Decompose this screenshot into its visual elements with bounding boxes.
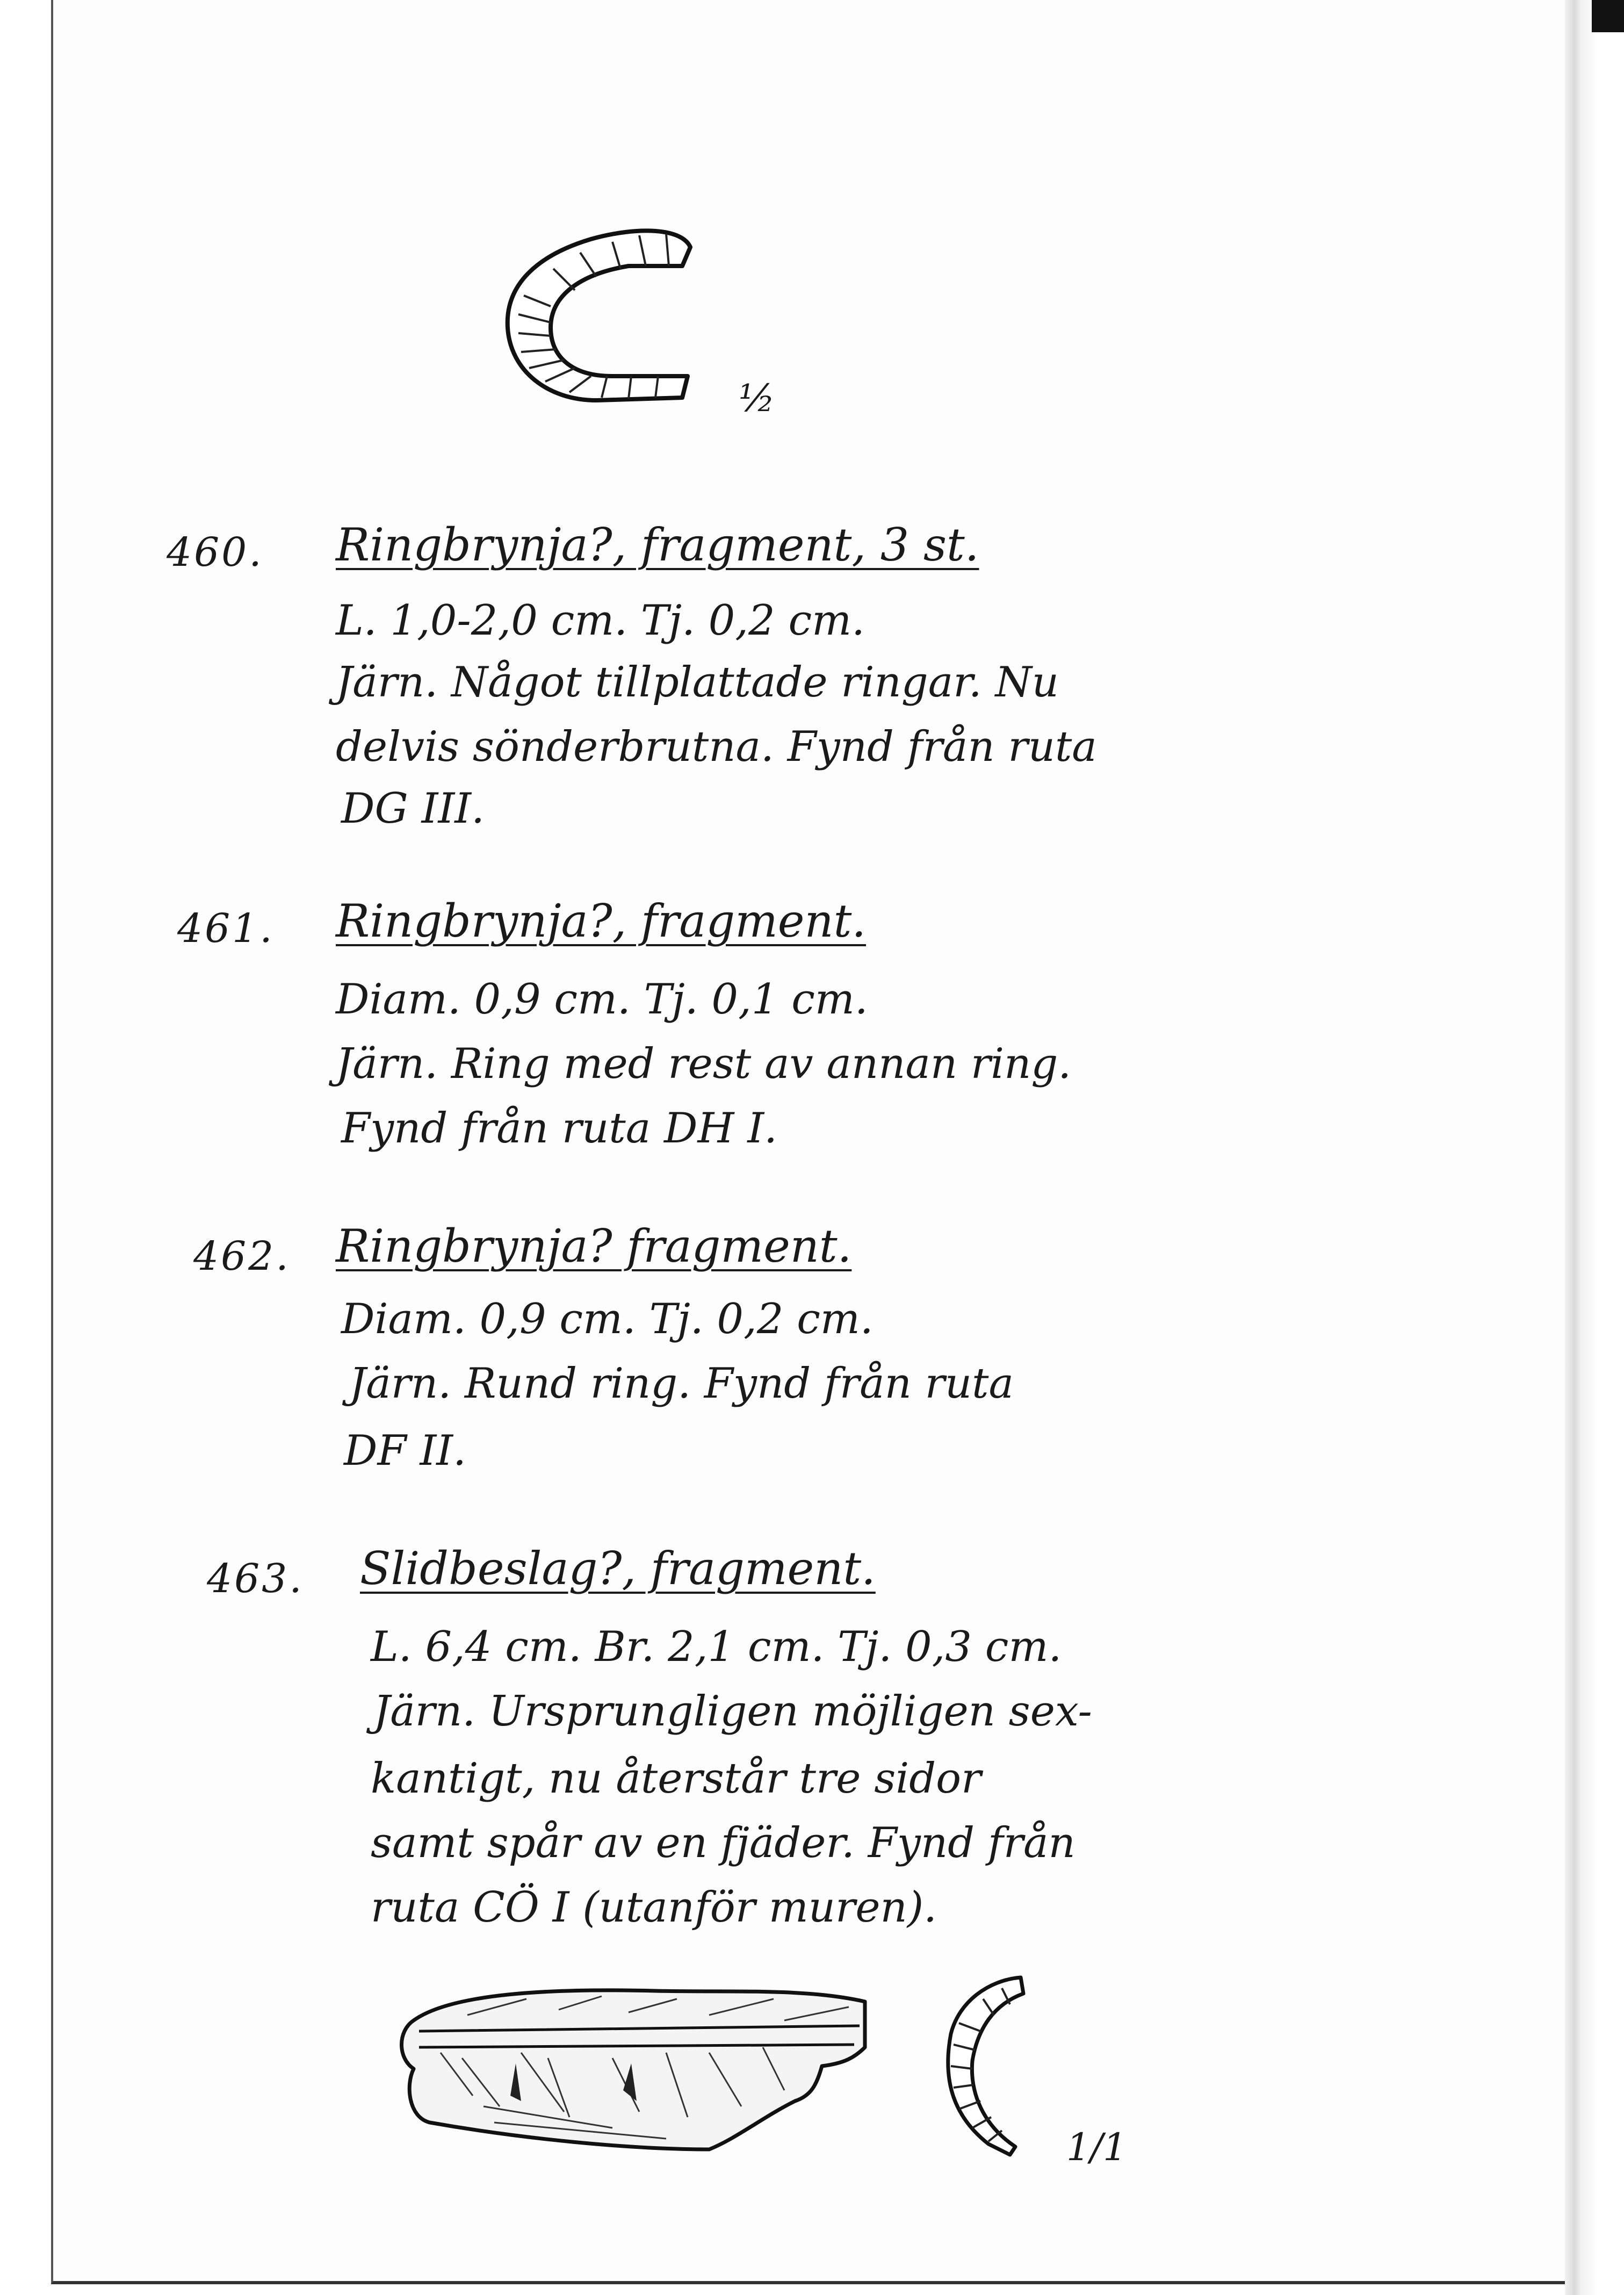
entry-line: Diam. 0,9 cm. Tj. 0,1 cm. [336, 975, 868, 1024]
entry-line: L. 6,4 cm. Br. 2,1 cm. Tj. 0,3 cm. [371, 1623, 1062, 1671]
entry-line: ruta CÖ I (utanför muren). [371, 1883, 937, 1932]
entry-line: DF II. [344, 1427, 466, 1475]
entry-line: Järn. Ursprungligen möjligen sex- [373, 1687, 1092, 1736]
entry-line: L. 1,0-2,0 cm. Tj. 0,2 cm. [336, 596, 865, 645]
entry-line: Fynd från ruta DH I. [341, 1104, 777, 1153]
ring-profile-drawing [929, 1969, 1037, 2163]
entry-line: Järn. Något tillplattade ringar. Nu [336, 658, 1059, 707]
entry-line: samt spår av en fjäder. Fynd från [371, 1819, 1076, 1867]
entry-number: 462. [193, 1233, 291, 1279]
entry-number: 460. [167, 529, 264, 575]
entry-line: Järn. Ring med rest av annan ring. [336, 1040, 1072, 1088]
ring-fragment-drawing [505, 215, 709, 414]
entry-number: 463. [207, 1556, 304, 1602]
top-figure-scale: ½ [739, 376, 775, 420]
binding-corner [1592, 0, 1624, 32]
entry-line: kantigt, nu återstår tre sidor [371, 1754, 981, 1803]
entry-title: Ringbrynja? fragment. [336, 1220, 852, 1272]
bottom-figure-scale: 1/1 [1066, 2125, 1127, 2169]
entry-number: 461. [177, 905, 275, 952]
entry-line: Järn. Rund ring. Fynd från ruta [349, 1359, 1014, 1408]
entry-title: Ringbrynja?, fragment. [336, 895, 867, 947]
entry-line: Diam. 0,9 cm. Tj. 0,2 cm. [341, 1295, 874, 1343]
page-binding-edge [1565, 0, 1624, 2295]
entry-title: Ringbrynja?, fragment, 3 st. [336, 519, 979, 571]
notebook-page [51, 0, 1576, 2284]
entry-line: delvis sönderbrutna. Fynd från ruta [336, 723, 1097, 771]
scabbard-fitting-drawing [387, 1977, 881, 2160]
entry-title: Slidbeslag?, fragment. [360, 1542, 876, 1595]
entry-line: DG III. [341, 785, 485, 833]
